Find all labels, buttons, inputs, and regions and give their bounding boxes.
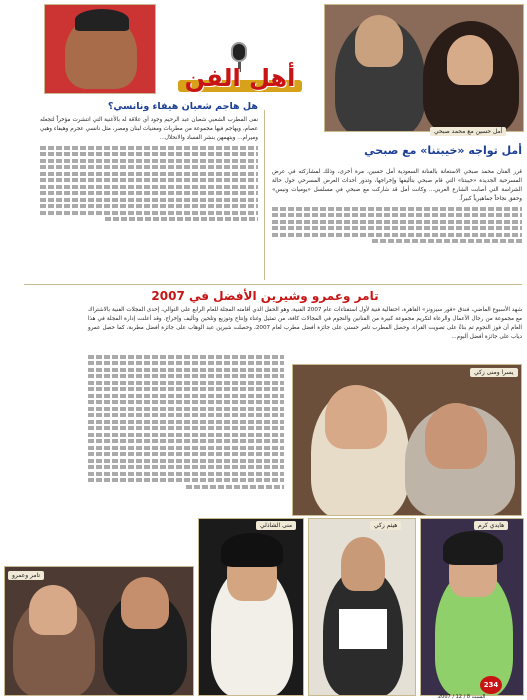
haitham-zaki-photo xyxy=(308,518,416,696)
shaaban-article xyxy=(40,116,258,278)
amal-article xyxy=(272,168,522,280)
haidy-karam-caption: هايدي كرم xyxy=(474,521,508,530)
shaaban-headline: هل هاجم شعبان هيفاء ونانسي؟ xyxy=(107,101,258,112)
tamer-amr-caption: تامر وعمرو xyxy=(8,571,44,580)
column-divider xyxy=(264,110,265,280)
issue-date: السبت 8 / 12 / 2007 xyxy=(438,694,486,700)
main-headline-rule xyxy=(24,284,522,285)
haidy-karam-photo xyxy=(420,518,524,696)
main-headline: تامر وعمرو وشيرين الأفضل في 2007 xyxy=(151,289,379,303)
amal-headline: أمل تواجه «خيبتنا» مع صبحي xyxy=(364,144,522,157)
haitham-zaki-caption: هيثم زكي xyxy=(370,521,401,530)
amal-sobhi-photo xyxy=(324,4,524,132)
shaaban-photo xyxy=(44,4,156,94)
tamer-amr-photo xyxy=(4,566,194,696)
amal-body: قرر الفنان محمد صبحي الاستعانة بالفنانة السعودية أمل حسين، مرة أخرى، وذلك لمشاركته في عرض المسرحية الجديدة «خيبتنا» التي قام صبحي بتأليفها وإخراجها، وتدور أحداث العرض المسرحي حول حالة الشراسة التي أصابت الشارع العربي... وكانت أمل قد شاركت مع صبحي في مسلسل «يوميات ونيس» وحقق نجاحاً جماهيرياً كبيراً. xyxy=(272,169,522,202)
shaaban-body: نفى المطرب الشعبي شعبان عبد الرحيم وجود أي علاقة له بالأغنية التي انتشرت مؤخراً لتجعله عصام، ويهاجم فيها مجموعة من مطربات ومغنيات لبنان ومصر، مثل نانسي عجرم وهيفاء وهبي وميرام... ويتهمهن بنشر الفساد والانحلال... xyxy=(40,117,258,141)
main-body: شهد الأسبوع الماضي، فندق «فور سيزونز» القاهرة، احتفالية فنية لأول استفتاءات عام 2007 الفنية، وهو الحفل الذي أقامته المجلة للعام الرابع على التوالي، إحدى المجلات الفنية بالاشتراك مع مجموعة من رجال الأعمال والرعاة لتكريم مجموعة كبيرة من الفنانين والنجوم في المجالات كافة، من تمثيل وغناء وإنتاج وتوزيع وتلحين وتأليف وإخراج. وقد أعلنت إدارة المجلة في هذا العام أن فوز النجوم تم بناءً على تصويت القراء، وحصل المطرب تامر حسني على جائزة أفضل مطرب لعام 2007، وحصلت شيرين عبد الوهاب على جائزة أفضل مطربة، كما حصل عمرو دياب على جائزة أفضل ألبوم... xyxy=(88,307,523,340)
yousra-mona-photo xyxy=(292,364,522,516)
mona-shazly-caption: منى الشاذلي xyxy=(256,521,296,530)
page-number-badge: 234 xyxy=(480,676,502,694)
masthead-title: أهل الفن xyxy=(184,64,296,92)
amal-photo-caption: أمل حسين مع محمد صبحي xyxy=(430,127,506,136)
mona-shazly-photo xyxy=(198,518,304,696)
yousra-mona-caption: يسرا ومنى زكي xyxy=(470,368,518,377)
main-article xyxy=(88,306,522,352)
